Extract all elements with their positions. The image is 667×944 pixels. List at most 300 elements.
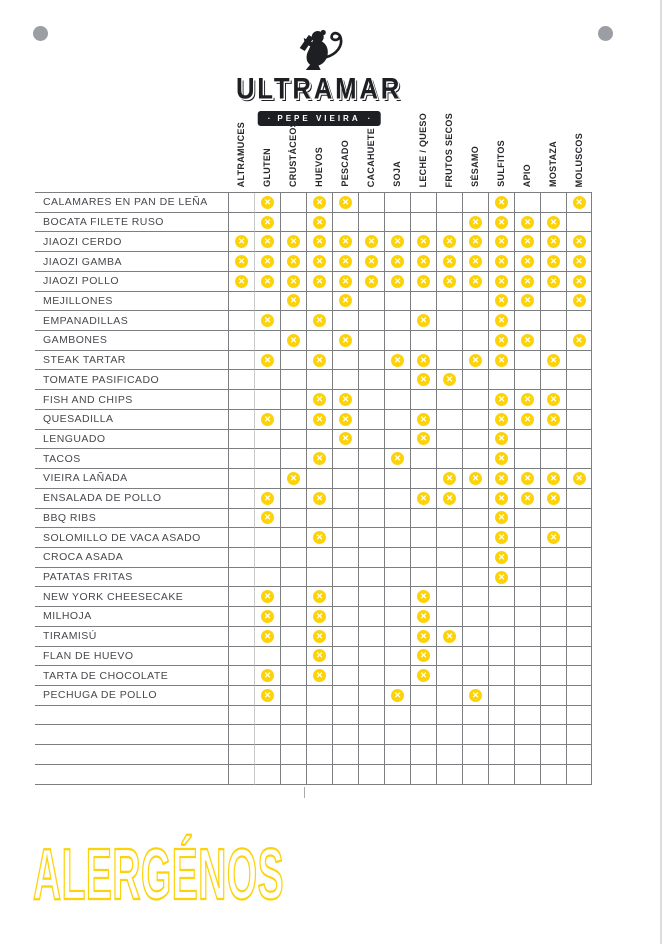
allergen-cell: [436, 213, 462, 233]
allergen-cell: [306, 272, 332, 292]
allergen-cell: [384, 292, 410, 312]
allergen-mark-icon: ✕: [417, 610, 430, 623]
allergen-cell: [384, 528, 410, 548]
allergen-cell: [306, 489, 332, 509]
allergen-column-header: [332, 110, 358, 193]
dish-name-cell: FLAN DE HUEVO: [35, 647, 228, 667]
allergen-cell: [228, 272, 254, 292]
allergen-cell: [332, 686, 358, 706]
allergen-cell: [280, 666, 306, 686]
allergen-cell: [540, 587, 566, 607]
allergen-cell: [254, 627, 280, 647]
allergen-cell: [540, 686, 566, 706]
allergen-mark-icon: ✕: [547, 472, 560, 485]
allergen-cell: [384, 449, 410, 469]
allergen-header-label: HUEVOS: [313, 147, 324, 187]
allergen-cell: [280, 430, 306, 450]
allergen-cell: [228, 449, 254, 469]
allergen-cell: [358, 528, 384, 548]
dish-name-cell: TACOS: [35, 449, 228, 469]
allergen-cell: [384, 587, 410, 607]
allergen-cell: [280, 351, 306, 371]
allergen-cell: [488, 587, 514, 607]
allergen-header-label: GLUTEN: [261, 148, 272, 187]
allergen-mark-icon: ✕: [417, 590, 430, 603]
allergen-cell: [384, 311, 410, 331]
allergen-cell: [410, 390, 436, 410]
allergen-cell: [566, 193, 592, 213]
allergen-header-label: PESCADO: [339, 140, 350, 187]
allergen-cell: [306, 568, 332, 588]
allergen-mark-icon: ✕: [495, 452, 508, 465]
allergen-cell: [254, 568, 280, 588]
allergen-mark-icon: ✕: [417, 630, 430, 643]
dish-name-cell: JIAOZI CERDO: [35, 232, 228, 252]
allergen-mark-icon: ✕: [313, 649, 326, 662]
allergen-cell: [280, 193, 306, 213]
allergen-mark-icon: ✕: [417, 255, 430, 268]
allergen-cell: [384, 509, 410, 529]
allergen-mark-icon: ✕: [313, 610, 326, 623]
allergen-cell: [540, 765, 566, 785]
allergen-mark-icon: ✕: [495, 294, 508, 307]
allergen-column-header: [488, 110, 514, 193]
badge-dot-left: ·: [267, 114, 271, 123]
allergen-cell: [514, 311, 540, 331]
allergen-mark-icon: ✕: [313, 413, 326, 426]
allergen-cell: [462, 725, 488, 745]
allergen-mark-icon: ✕: [287, 275, 300, 288]
allergen-mark-icon: ✕: [313, 314, 326, 327]
allergen-cell: [436, 449, 462, 469]
allergen-cell: [462, 390, 488, 410]
allergen-mark-icon: ✕: [495, 413, 508, 426]
allergen-cell: [566, 331, 592, 351]
allergen-cell: [514, 430, 540, 450]
allergen-cell: [228, 706, 254, 726]
allergen-cell: [384, 351, 410, 371]
allergen-cell: [488, 548, 514, 568]
allergen-cell: [462, 292, 488, 312]
allergen-cell: [410, 568, 436, 588]
allergen-cell: [228, 232, 254, 252]
allergen-mark-icon: ✕: [287, 294, 300, 307]
allergen-cell: [462, 509, 488, 529]
allergen-mark-icon: ✕: [313, 235, 326, 248]
allergen-cell: [462, 410, 488, 430]
allergen-cell: [436, 528, 462, 548]
allergen-cell: [540, 548, 566, 568]
allergen-cell: [566, 390, 592, 410]
allergen-mark-icon: ✕: [495, 472, 508, 485]
allergen-cell: [488, 666, 514, 686]
allergen-cell: [436, 686, 462, 706]
allergen-cell: [540, 725, 566, 745]
allergen-cell: [410, 587, 436, 607]
allergen-cell: [332, 430, 358, 450]
allergen-mark-icon: ✕: [391, 275, 404, 288]
dish-name-cell: MILHOJA: [35, 607, 228, 627]
allergen-mark-icon: ✕: [235, 255, 248, 268]
allergen-cell: [540, 627, 566, 647]
allergen-cell: [254, 331, 280, 351]
allergen-mark-icon: ✕: [469, 216, 482, 229]
allergen-mark-icon: ✕: [261, 216, 274, 229]
allergen-cell: [462, 469, 488, 489]
allergen-cell: [306, 331, 332, 351]
allergen-mark-icon: ✕: [391, 452, 404, 465]
allergen-cell: [410, 607, 436, 627]
allergen-cell: [514, 370, 540, 390]
allergen-cell: [280, 509, 306, 529]
allergen-cell: [384, 647, 410, 667]
dish-name-cell: TOMATE PASIFICADO: [35, 370, 228, 390]
allergen-cell: [254, 548, 280, 568]
allergen-cell: [462, 666, 488, 686]
allergen-cell: [514, 390, 540, 410]
allergen-cell: [514, 528, 540, 548]
allergen-cell: [280, 292, 306, 312]
allergen-mark-icon: ✕: [573, 294, 586, 307]
allergen-mark-icon: ✕: [261, 590, 274, 603]
badge-dot-right: ·: [367, 114, 371, 123]
allergen-cell: [514, 587, 540, 607]
allergen-cell: [410, 193, 436, 213]
allergen-cell: [228, 469, 254, 489]
allergen-cell: [540, 213, 566, 233]
allergen-cell: [514, 331, 540, 351]
monkey-logo-icon: [290, 26, 348, 72]
allergen-cell: [462, 686, 488, 706]
allergen-cell: [306, 351, 332, 371]
allergen-mark-icon: ✕: [495, 571, 508, 584]
allergen-cell: [384, 232, 410, 252]
allergen-cell: [488, 370, 514, 390]
allergen-cell: [358, 627, 384, 647]
allergen-mark-icon: ✕: [417, 314, 430, 327]
allergen-cell: [280, 390, 306, 410]
allergen-column-header: [514, 110, 540, 193]
allergen-cell: [254, 370, 280, 390]
allergen-mark-icon: ✕: [417, 373, 430, 386]
allergen-cell: [488, 489, 514, 509]
allergen-cell: [566, 528, 592, 548]
allergen-cell: [306, 725, 332, 745]
allergen-mark-icon: ✕: [339, 334, 352, 347]
allergen-cell: [280, 548, 306, 568]
allergen-cell: [566, 430, 592, 450]
allergen-cell: [358, 725, 384, 745]
allergen-mark-icon: ✕: [521, 216, 534, 229]
allergen-mark-icon: ✕: [469, 275, 482, 288]
allergen-mark-icon: ✕: [313, 196, 326, 209]
allergen-cell: [332, 509, 358, 529]
allergen-cell: [228, 528, 254, 548]
allergen-cell: [436, 390, 462, 410]
allergen-column-header: [228, 110, 254, 193]
allergen-cell: [358, 449, 384, 469]
allergen-cell: [306, 528, 332, 548]
allergen-cell: [254, 706, 280, 726]
dish-name-cell: BBQ RIBS: [35, 509, 228, 529]
allergen-mark-icon: ✕: [547, 531, 560, 544]
allergen-cell: [488, 469, 514, 489]
allergen-cell: [566, 627, 592, 647]
allergen-mark-icon: ✕: [547, 492, 560, 505]
allergen-cell: [280, 725, 306, 745]
allergen-mark-icon: ✕: [573, 255, 586, 268]
allergen-cell: [332, 292, 358, 312]
allergen-cell: [566, 686, 592, 706]
allergen-cell: [228, 430, 254, 450]
page-title: ALERGÉNOS: [33, 835, 285, 915]
allergen-cell: [254, 489, 280, 509]
allergen-cell: [254, 587, 280, 607]
allergen-mark-icon: ✕: [547, 216, 560, 229]
allergen-cell: [332, 568, 358, 588]
allergen-mark-icon: ✕: [495, 314, 508, 327]
allergen-cell: [306, 666, 332, 686]
allergen-cell: [514, 627, 540, 647]
allergen-cell: [514, 686, 540, 706]
allergen-cell: [514, 232, 540, 252]
allergen-cell: [384, 430, 410, 450]
allergen-cell: [358, 686, 384, 706]
allergen-cell: [514, 765, 540, 785]
allergen-cell: [488, 449, 514, 469]
allergen-cell: [332, 489, 358, 509]
allergen-cell: [540, 568, 566, 588]
allergen-cell: [566, 607, 592, 627]
allergen-mark-icon: ✕: [547, 354, 560, 367]
dish-name-cell: FISH AND CHIPS: [35, 390, 228, 410]
allergen-cell: [358, 568, 384, 588]
allergen-cell: [540, 232, 566, 252]
allergen-cell: [358, 331, 384, 351]
allergen-cell: [488, 390, 514, 410]
allergen-mark-icon: ✕: [365, 255, 378, 268]
allergen-cell: [280, 331, 306, 351]
allergen-cell: [332, 548, 358, 568]
allergen-cell: [358, 311, 384, 331]
allergen-mark-icon: ✕: [417, 413, 430, 426]
allergen-cell: [410, 706, 436, 726]
dish-name-cell: ENSALADA DE POLLO: [35, 489, 228, 509]
allergen-cell: [410, 370, 436, 390]
allergen-cell: [358, 469, 384, 489]
allergen-cell: [566, 370, 592, 390]
allergen-cell: [488, 213, 514, 233]
allergen-mark-icon: ✕: [573, 472, 586, 485]
allergen-cell: [514, 410, 540, 430]
allergen-cell: [462, 548, 488, 568]
allergen-cell: [410, 725, 436, 745]
allergen-cell: [514, 509, 540, 529]
allergen-cell: [280, 528, 306, 548]
allergen-mark-icon: ✕: [469, 235, 482, 248]
allergen-cell: [566, 745, 592, 765]
allergen-cell: [566, 213, 592, 233]
allergen-mark-icon: ✕: [573, 275, 586, 288]
allergen-cell: [488, 232, 514, 252]
allergen-cell: [332, 528, 358, 548]
allergen-mark-icon: ✕: [495, 334, 508, 347]
allergen-mark-icon: ✕: [495, 531, 508, 544]
allergen-mark-icon: ✕: [521, 472, 534, 485]
allergen-header-label: CACAHUETE: [365, 127, 376, 187]
allergen-cell: [488, 607, 514, 627]
allergen-cell: [254, 430, 280, 450]
allergen-cell: [436, 410, 462, 430]
allergen-mark-icon: ✕: [547, 255, 560, 268]
allergen-cell: [410, 351, 436, 371]
allergen-cell: [436, 272, 462, 292]
allergen-cell: [306, 311, 332, 331]
allergen-cell: [306, 509, 332, 529]
allergen-cell: [306, 232, 332, 252]
allergen-cell: [462, 449, 488, 469]
allergen-mark-icon: ✕: [573, 334, 586, 347]
allergen-cell: [410, 528, 436, 548]
allergen-cell: [410, 232, 436, 252]
allergen-cell: [410, 272, 436, 292]
allergen-cell: [228, 193, 254, 213]
allergen-cell: [566, 449, 592, 469]
allergen-cell: [410, 647, 436, 667]
allergen-cell: [280, 587, 306, 607]
allergen-cell: [462, 331, 488, 351]
allergen-header-label: SÉSAMO: [469, 146, 480, 187]
allergen-cell: [332, 745, 358, 765]
allergen-mark-icon: ✕: [261, 275, 274, 288]
allergen-cell: [384, 193, 410, 213]
allergen-cell: [254, 449, 280, 469]
allergen-mark-icon: ✕: [521, 413, 534, 426]
allergen-cell: [332, 193, 358, 213]
allergen-mark-icon: ✕: [391, 354, 404, 367]
dish-name-cell: [35, 765, 228, 785]
allergen-cell: [228, 213, 254, 233]
allergen-cell: [358, 706, 384, 726]
allergen-cell: [332, 331, 358, 351]
allergen-cell: [488, 706, 514, 726]
allergen-mark-icon: ✕: [313, 393, 326, 406]
allergen-cell: [358, 232, 384, 252]
allergen-header-label: MOSTAZA: [547, 141, 558, 187]
allergen-cell: [306, 706, 332, 726]
allergen-cell: [462, 193, 488, 213]
dish-name-cell: BOCATA FILETE RUSO: [35, 213, 228, 233]
allergen-mark-icon: ✕: [261, 235, 274, 248]
allergen-cell: [384, 686, 410, 706]
allergen-cell: [228, 331, 254, 351]
dish-name-cell: VIEIRA LAÑADA: [35, 469, 228, 489]
allergen-column-header: [306, 110, 332, 193]
allergen-mark-icon: ✕: [261, 492, 274, 505]
allergen-cell: [332, 469, 358, 489]
allergen-cell: [514, 548, 540, 568]
allergen-cell: [384, 568, 410, 588]
allergen-cell: [462, 706, 488, 726]
allergen-cell: [540, 430, 566, 450]
allergen-cell: [462, 627, 488, 647]
allergen-cell: [358, 193, 384, 213]
allergen-cell: [280, 469, 306, 489]
allergen-cell: [254, 528, 280, 548]
allergen-header-label: SOJA: [391, 161, 402, 187]
allergen-cell: [410, 213, 436, 233]
allergen-cell: [306, 390, 332, 410]
allergen-column-header: [566, 110, 592, 193]
allergen-cell: [436, 745, 462, 765]
allergen-cell: [306, 647, 332, 667]
allergen-header-label: FRUTOS SECOS: [443, 112, 454, 187]
allergen-cell: [228, 489, 254, 509]
allergen-cell: [436, 548, 462, 568]
allergen-cell: [358, 607, 384, 627]
allergen-mark-icon: ✕: [313, 216, 326, 229]
allergen-cell: [332, 706, 358, 726]
allergen-cell: [384, 390, 410, 410]
allergen-cell: [540, 666, 566, 686]
allergen-cell: [514, 193, 540, 213]
allergen-cell: [410, 627, 436, 647]
allergen-cell: [410, 765, 436, 785]
allergen-mark-icon: ✕: [547, 393, 560, 406]
allergen-cell: [306, 370, 332, 390]
allergen-cell: [358, 509, 384, 529]
allergen-mark-icon: ✕: [495, 492, 508, 505]
allergen-mark-icon: ✕: [495, 432, 508, 445]
allergen-cell: [254, 252, 280, 272]
allergen-mark-icon: ✕: [417, 649, 430, 662]
allergen-cell: [254, 311, 280, 331]
allergen-mark-icon: ✕: [573, 235, 586, 248]
allergen-cell: [488, 647, 514, 667]
allergen-mark-icon: ✕: [261, 610, 274, 623]
allergen-cell: [566, 725, 592, 745]
allergen-mark-icon: ✕: [417, 275, 430, 288]
allergen-cell: [306, 627, 332, 647]
allergen-cell: [436, 568, 462, 588]
dish-name-cell: SOLOMILLO DE VACA ASADO: [35, 528, 228, 548]
allergen-cell: [332, 627, 358, 647]
allergen-cell: [306, 548, 332, 568]
dish-name-cell: [35, 745, 228, 765]
allergen-cell: [358, 666, 384, 686]
allergen-cell: [436, 370, 462, 390]
allergen-cell: [540, 272, 566, 292]
allergen-cell: [280, 489, 306, 509]
allergen-cell: [332, 765, 358, 785]
allergen-cell: [566, 252, 592, 272]
allergen-cell: [540, 351, 566, 371]
allergen-cell: [488, 745, 514, 765]
allergen-cell: [436, 706, 462, 726]
allergen-cell: [254, 193, 280, 213]
allergen-cell: [228, 568, 254, 588]
allergen-mark-icon: ✕: [469, 689, 482, 702]
allergen-cell: [332, 311, 358, 331]
allergen-cell: [462, 745, 488, 765]
allergen-cell: [254, 272, 280, 292]
allergen-cell: [436, 509, 462, 529]
allergen-cell: [436, 765, 462, 785]
allergen-cell: [384, 745, 410, 765]
allergen-mark-icon: ✕: [313, 630, 326, 643]
allergen-cell: [254, 410, 280, 430]
allergen-cell: [306, 449, 332, 469]
